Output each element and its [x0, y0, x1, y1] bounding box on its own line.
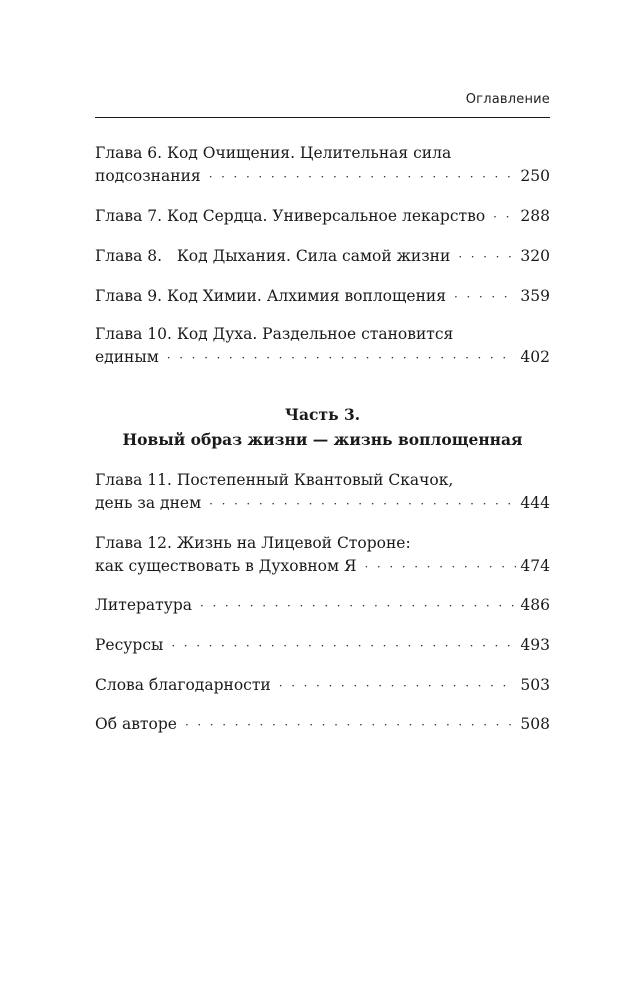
toc-page-number: 320 — [520, 247, 550, 265]
toc-page-number: 508 — [520, 715, 550, 733]
part-3-title: Новый образ жизни — жизнь воплощенная — [122, 430, 523, 449]
toc-entry-title-cont: как существовать в Духовном Я — [95, 557, 357, 575]
dot-leader — [171, 635, 516, 658]
toc-page-number: 288 — [520, 207, 550, 225]
toc-entry-title-cont: единым — [95, 348, 159, 366]
toc-entry-literature[interactable] — [95, 594, 550, 618]
dot-leader — [185, 714, 516, 737]
header-rule — [95, 117, 550, 118]
toc-entry-title: Глава 6. Код Очищения. Целительная сила — [95, 144, 452, 162]
toc-entry-title: Глава 7. Код Сердца. Универсальное лекарство — [95, 207, 486, 225]
dot-leader — [365, 556, 517, 579]
dot-leader — [209, 493, 516, 516]
toc-entry-title: Ресурсы — [95, 636, 164, 654]
toc-entry-title-cont: день за днем — [95, 494, 202, 512]
dot-leader — [209, 166, 517, 189]
toc-entry-title: Литература — [95, 596, 193, 614]
toc-entry-chapter-9[interactable] — [95, 285, 550, 309]
toc-entry-about-author[interactable] — [95, 713, 550, 737]
dot-leader — [458, 246, 516, 269]
toc-page-number: 493 — [520, 636, 550, 654]
toc-page-number: 402 — [520, 348, 550, 366]
dot-leader — [493, 206, 516, 229]
toc-entry-title: Об авторе — [95, 715, 177, 733]
part-3-label: Часть 3. — [284, 405, 361, 424]
toc-entry-title: Глава 11. Постепенный Квантовый Скачок, — [95, 471, 454, 489]
toc-entry-chapter-8[interactable] — [95, 245, 550, 269]
toc-entry-chapter-7[interactable] — [95, 205, 550, 229]
toc-entry-title: Слова благодарности — [95, 676, 271, 694]
dot-leader — [279, 675, 517, 698]
toc-entry-resources[interactable] — [95, 634, 550, 658]
toc-page-number: 444 — [520, 494, 550, 512]
toc-entry-acknowledgements[interactable] — [95, 674, 550, 698]
toc-entry-title-cont: подсознания — [95, 167, 201, 185]
toc-page-number: 503 — [520, 676, 550, 694]
running-head: Оглавление — [465, 92, 550, 107]
toc-page-number: 359 — [520, 287, 550, 305]
toc-page-number: 486 — [520, 596, 550, 614]
toc-entry-title: Глава 9. Код Химии. Алхимия воплощения — [95, 287, 447, 305]
toc-entry-title: Глава 12. Жизнь на Лицевой Стороне: — [95, 534, 411, 552]
toc-page-number: 250 — [520, 167, 550, 185]
toc-entry-title: Глава 10. Код Духа. Раздельное становится — [95, 325, 454, 343]
toc-entry-chapter-12[interactable] — [95, 532, 550, 579]
toc-page-number: 474 — [520, 557, 550, 575]
toc-entry-chapter-11[interactable] — [95, 469, 550, 516]
toc-entry-title: Глава 8. Код Дыхания. Сила самой жизни — [95, 247, 451, 265]
dot-leader — [167, 347, 517, 370]
toc-entry-chapter-6[interactable] — [95, 142, 550, 189]
toc-entry-chapter-10[interactable] — [95, 323, 550, 370]
dot-leader — [200, 595, 516, 618]
dot-leader — [454, 286, 516, 309]
